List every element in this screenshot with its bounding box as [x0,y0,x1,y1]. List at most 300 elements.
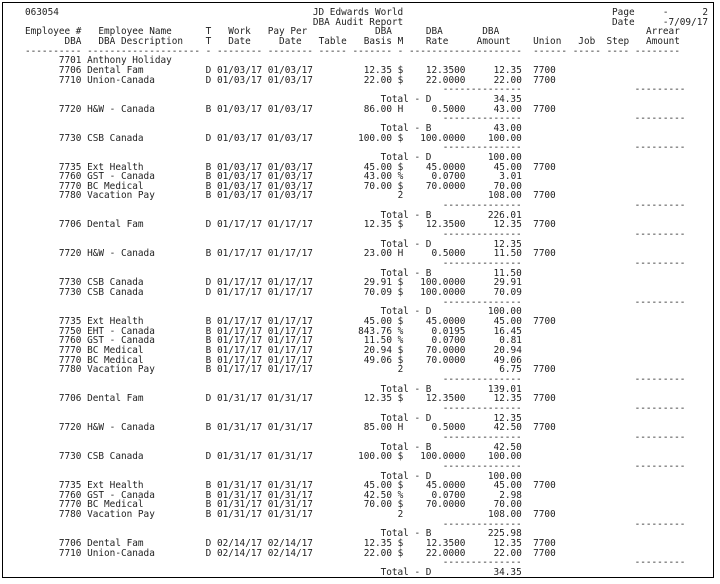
cell-basis: 100.00 [358,451,392,463]
cell-m: $ [397,480,404,492]
cell-pay: 01/03/17 [267,74,313,86]
cell-desc: GST - Canada [87,171,155,183]
cell-desc: BC Medical [87,354,144,366]
total-label: Total - D [380,238,432,250]
cell-union: 7700 [533,538,556,550]
cell-tt: D [205,451,212,463]
total-rule: -------------- [442,557,522,569]
total-label: Total - D [380,151,432,163]
cell-tt: B [205,161,212,173]
column-header-emp: Employee # [25,26,82,38]
cell-emp: 7706 [58,64,82,76]
cell-tt: D [205,287,212,299]
cell-amount: 108.00 [487,509,522,521]
column-header-rate: DBA [425,26,443,38]
total-rule: --------- [634,518,686,530]
cell-emp: 7706 [58,393,82,405]
cell-work: 01/17/17 [216,325,263,337]
cell-amount: 6.75 [499,364,522,376]
cell-pay: 01/31/17 [267,489,313,501]
cell-pay: 01/17/17 [267,325,313,337]
total-rule: -------------- [442,431,522,443]
cell-desc: Ext Health [87,316,144,327]
cell-amount: 12.35 [493,393,522,405]
cell-m: $ [397,64,404,76]
cell-rate: 0.5000 [431,103,466,115]
cell-pay: 01/17/17 [267,248,313,260]
cell-amount: 70.09 [493,287,522,299]
cell-basis: 86.00 [363,103,392,115]
total-rule: -------------- [442,258,522,270]
column-rule: -------- [267,45,313,57]
cell-desc: Dental Fam [87,538,144,550]
cell-amount: 70.00 [493,499,522,511]
cell-basis: 70.00 [363,180,392,192]
column-header-step: Step [606,35,630,47]
cell-work: 01/03/17 [216,190,263,202]
cell-desc: BC Medical [87,180,144,192]
column-rule: ------ [533,45,568,57]
cell-emp: 7720 [58,248,82,260]
cell-work: 01/17/17 [216,364,263,376]
total-rule: -------------- [442,296,522,308]
cell-pay: 01/17/17 [267,316,313,327]
cell-basis: 12.35 [363,538,392,550]
cell-emp: 7730 [58,132,82,144]
total-rule: -------------- [442,84,522,96]
cell-union: 7700 [533,64,556,76]
cell-m: $ [397,547,404,559]
cell-work: 01/03/17 [216,171,263,183]
cell-union: 7700 [533,393,556,405]
cell-rate: 0.0195 [431,325,466,337]
cell-pay: 01/03/17 [267,161,313,173]
column-rule: -------- [216,45,263,57]
total-label: Total - B [380,267,432,279]
column-header-basis: DBA [375,26,392,38]
cell-m: 2 [397,509,404,521]
report-page [2,2,714,578]
cell-desc: Dental Fam [87,219,144,231]
cell-tt: B [205,316,212,327]
cell-emp: 7735 [58,316,82,327]
cell-rate: 70.0000 [425,180,466,192]
cell-work: 01/31/17 [216,489,263,501]
column-header-desc: Employee Name [87,26,172,38]
column-header-rate: Rate [425,35,449,47]
cell-m: 2 [397,190,404,202]
total-amount: 100.00 [487,306,522,318]
cell-m: $ [397,316,404,327]
cell-pay: 01/31/17 [267,509,313,521]
cell-pay: 01/31/17 [267,480,313,492]
cell-work: 01/31/17 [216,422,263,434]
total-rule: --------- [634,229,686,241]
cell-tt: B [205,509,212,521]
cell-rate: 100.0000 [420,277,466,289]
cell-basis: 70.09 [363,287,392,299]
total-rule: -------------- [442,142,522,154]
cell-desc: Vacation Pay [87,364,155,376]
cell-tt: B [205,499,212,511]
cell-amount: 22.00 [493,547,522,559]
column-header-arrear: Arrear [645,26,680,38]
page-label: Page [612,7,635,18]
cell-desc: Union-Canada [87,74,155,86]
cell-emp: 7735 [58,480,82,492]
total-rule: -------------- [442,460,522,472]
column-rule: ------- [352,45,392,57]
cell-work: 01/17/17 [216,277,263,289]
cell-desc: Union-Canada [87,547,155,559]
cell-tt: B [205,171,212,183]
total-rule: -------------- [442,229,522,241]
total-rule: --------- [634,258,686,270]
cell-emp: 7735 [58,161,82,173]
total-rule: --------- [634,200,686,212]
total-label: Total - D [380,412,432,424]
total-rule: --------- [634,460,686,472]
column-header-work: Work [228,26,251,38]
cell-union: 7700 [533,480,556,492]
total-label: Total - D [380,567,432,579]
cell-m: $ [397,499,404,511]
cell-tt: B [205,335,212,347]
total-rule: -------------- [442,113,522,125]
total-rule: --------- [634,557,686,569]
cell-pay: 01/17/17 [267,344,313,356]
cell-amount: 45.00 [493,480,522,492]
cell-amount: 42.50 [493,422,522,434]
total-rule: -------------- [442,402,522,414]
cell-basis: 22.00 [363,547,392,559]
cell-rate: 45.0000 [425,316,466,327]
cell-emp: 7750 [58,325,82,337]
cell-amount: 45.00 [493,161,522,173]
cell-basis: 11.50 [363,335,392,347]
cell-pay: 01/17/17 [267,335,313,347]
cell-m: $ [397,393,404,405]
cell-rate: 22.0000 [425,74,466,86]
cell-amount: 45.00 [493,316,522,327]
cell-amount: 70.00 [493,180,522,192]
total-label: Total - B [380,441,432,453]
cell-m: $ [397,538,404,550]
column-header-m: M [397,35,404,47]
cell-amount: 100.00 [487,132,522,144]
cell-emp: 7701 [58,55,82,67]
cell-work: 02/14/17 [216,547,263,559]
cell-rate: 0.5000 [431,248,466,260]
cell-tt: B [205,190,212,202]
cell-amount: 49.06 [493,354,522,366]
column-header-amount: DBA [482,26,500,38]
report-line [25,568,708,578]
cell-tt: D [205,277,212,289]
cell-emp: 7730 [58,287,82,299]
cell-amount: 29.91 [493,277,522,289]
cell-tt: D [205,538,212,550]
cell-pay: 01/17/17 [267,364,313,376]
cell-basis: 23.00 [363,248,392,260]
cell-desc: BC Medical [87,499,144,511]
cell-tt: D [205,547,212,559]
cell-rate: 100.0000 [420,287,466,299]
cell-amount: 22.00 [493,74,522,86]
cell-union: 7700 [533,422,556,434]
cell-desc: Ext Health [87,480,144,492]
column-rule: -------------------- [87,45,200,57]
cell-basis: 22.00 [363,74,392,86]
cell-desc: Ext Health [87,161,144,173]
cell-m: $ [397,74,404,86]
cell-amount: 11.50 [493,248,522,260]
total-amount: 43.00 [493,122,522,134]
report-title: DBA Audit Report [312,16,404,28]
cell-amount: 12.35 [493,538,522,550]
cell-amount: 12.35 [493,219,522,231]
total-label: Total - B [380,209,432,221]
cell-basis: 12.35 [363,64,392,76]
cell-tt: D [205,74,212,86]
cell-m: $ [397,451,404,463]
cell-rate: 0.5000 [431,422,466,434]
page-number: 2 [702,7,709,18]
column-rule: ---------- [25,45,82,57]
cell-desc: EHT - Canada [87,325,155,337]
cell-union: 7700 [533,103,556,115]
cell-emp: 7720 [58,422,82,434]
total-label: Total - D [380,470,432,482]
cell-basis: 43.00 [363,171,392,183]
total-rule: --------- [634,431,686,443]
cell-desc: BC Medical [87,344,144,356]
cell-desc: Dental Fam [87,64,144,76]
column-rule: - [397,45,404,57]
cell-desc: Vacation Pay [87,509,155,521]
column-rule: ---- [606,45,630,57]
cell-emp: 7770 [58,344,82,356]
cell-tt: D [205,393,212,405]
column-header-job: Job [578,35,596,47]
cell-m: $ [397,132,404,144]
cell-emp: 7780 [58,509,82,521]
cell-emp: 7780 [58,190,82,202]
column-rule: - [205,45,212,57]
cell-pay: 01/03/17 [267,132,313,144]
cell-emp: 7760 [58,171,82,183]
date-separator: - [662,16,669,28]
total-rule: --------- [634,84,686,96]
column-header-union: Union [533,35,562,47]
cell-union: 7700 [533,161,556,173]
cell-pay: 01/03/17 [267,103,313,115]
cell-work: 01/03/17 [216,132,263,144]
cell-pay: 01/17/17 [267,287,313,299]
cell-work: 01/17/17 [216,354,263,366]
column-rule: ----- [318,45,347,57]
total-label: Total - B [380,528,432,540]
cell-m: $ [397,277,404,289]
cell-pay: 02/14/17 [267,538,313,550]
total-rule: -------------- [442,518,522,530]
cell-work: 01/31/17 [216,393,263,405]
cell-tt: B [205,364,212,376]
column-header-arrear: Amount [646,35,680,47]
cell-m: $ [397,161,404,173]
column-header-pay: Pay Per [267,26,308,38]
total-rule: --------- [634,142,686,154]
total-label: Total - B [380,383,432,395]
system-title: JD Edwards World [312,7,404,18]
cell-tt: B [205,248,212,260]
cell-union: 7700 [533,219,556,231]
cell-basis: 45.00 [363,480,392,492]
cell-work: 01/03/17 [216,180,263,192]
column-rule: -------- [634,45,680,57]
total-label: Total - B [380,122,432,134]
total-amount: 34.35 [493,567,522,579]
column-rule: ---------- [465,45,522,57]
cell-union: 7700 [533,316,556,327]
cell-work: 01/17/17 [216,219,263,231]
cell-emp: 7710 [58,547,82,559]
cell-rate: 12.3500 [425,64,466,76]
cell-basis: 45.00 [363,161,392,173]
cell-pay: 01/31/17 [267,499,313,511]
cell-rate: 45.0000 [425,161,466,173]
cell-m: $ [397,354,404,366]
total-rule: --------- [634,373,686,385]
date-label: Date [612,16,635,28]
cell-work: 01/17/17 [216,287,263,299]
cell-work: 02/14/17 [216,538,263,550]
total-amount: 226.01 [487,209,522,221]
cell-tt: D [205,219,212,231]
cell-basis: 42.50 [363,489,392,501]
cell-desc: Dental Fam [87,393,144,405]
cell-work: 01/17/17 [216,316,263,327]
cell-amount: 3.01 [499,171,522,183]
cell-work: 01/03/17 [216,103,263,115]
cell-desc: Anthony Holiday [87,55,172,67]
cell-rate: 12.3500 [425,219,466,231]
cell-emp: 7720 [58,103,82,115]
column-header-tt: T [205,26,212,38]
cell-pay: 02/14/17 [267,547,313,559]
cell-desc: H&W - Canada [87,248,155,260]
cell-tt: B [205,103,212,115]
total-label: Total - D [380,93,432,105]
cell-desc: GST - Canada [87,335,155,347]
cell-pay: 01/17/17 [267,277,313,289]
cell-tt: D [205,64,212,76]
cell-rate: 70.0000 [425,344,466,356]
cell-desc: CSB Canada [87,132,144,144]
report-text [25,8,708,578]
total-amount: 12.35 [493,412,522,424]
column-header-amount: Amount [476,35,511,47]
cell-union: 7700 [533,248,556,260]
column-header-pay: Date [279,35,302,47]
cell-emp: 7760 [58,489,82,501]
column-header-basis: Basis [363,35,392,47]
cell-amount: 2.98 [499,489,522,501]
cell-tt: B [205,325,212,337]
cell-work: 01/31/17 [216,499,263,511]
cell-emp: 7706 [58,219,82,231]
cell-emp: 7730 [58,277,82,289]
cell-pay: 01/17/17 [267,219,313,231]
report-id: 063054 [25,7,59,18]
cell-emp: 7730 [58,451,82,463]
cell-tt: D [205,132,212,144]
total-rule: -------------- [442,200,522,212]
cell-rate: 70.0000 [425,354,466,366]
cell-desc: Vacation Pay [87,190,155,202]
total-amount: 11.50 [493,267,522,279]
cell-basis: 100.00 [358,132,392,144]
cell-m: % [397,489,404,501]
cell-rate: 100.0000 [420,132,466,144]
cell-rate: 22.0000 [425,547,466,559]
cell-amount: 20.94 [493,344,522,356]
column-header-tt: T [205,35,212,47]
cell-work: 01/31/17 [216,451,263,463]
cell-work: 01/03/17 [216,74,263,86]
cell-m: $ [397,180,404,192]
cell-union: 7700 [533,547,556,559]
cell-desc: H&W - Canada [87,103,155,115]
cell-tt: B [205,354,212,366]
cell-work: 01/17/17 [216,335,263,347]
cell-rate: 70.0000 [425,499,466,511]
cell-amount: 16.45 [493,325,522,337]
cell-basis: 49.06 [363,354,392,366]
cell-emp: 7706 [58,538,82,550]
cell-pay: 01/31/17 [267,422,313,434]
cell-pay: 01/17/17 [267,354,313,366]
cell-rate: 45.0000 [425,480,466,492]
cell-amount: 108.00 [487,190,522,202]
total-amount: 42.50 [493,441,522,453]
cell-desc: CSB Canada [87,451,144,463]
cell-rate: 0.0700 [431,335,466,347]
cell-tt: B [205,344,212,356]
column-rule: ----- [572,45,601,57]
cell-emp: 7780 [58,364,82,376]
cell-m: % [397,335,404,347]
cell-pay: 01/03/17 [267,171,313,183]
cell-pay: 01/31/17 [267,393,313,405]
cell-work: 01/03/17 [216,64,263,76]
cell-m: $ [397,287,404,299]
total-amount: 34.35 [493,93,522,105]
cell-pay: 01/03/17 [267,64,313,76]
total-rule: -------------- [442,373,522,385]
total-rule: --------- [634,296,686,308]
cell-m: H [397,248,404,260]
column-rule: ---------- [408,45,466,57]
total-label: Total - D [380,306,432,318]
cell-emp: 7770 [58,180,82,192]
cell-basis: 12.35 [363,219,392,231]
cell-rate: 100.0000 [420,451,466,463]
cell-emp: 7710 [58,74,82,86]
cell-emp: 7770 [58,499,82,511]
cell-union: 7700 [533,364,556,376]
cell-work: 01/31/17 [216,509,263,521]
